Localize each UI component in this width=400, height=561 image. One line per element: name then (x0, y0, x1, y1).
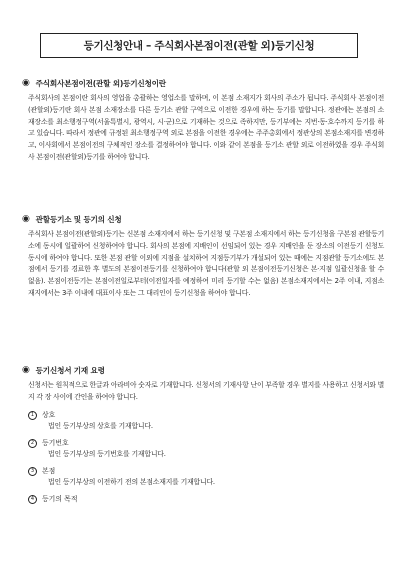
number-badge: 4 (28, 495, 37, 504)
section-paragraph: 주식회사의 본점이란 회사의 영업을 총괄하는 영업소를 말하며, 이 본점 소재지가 회사의 주소가 됩니다. 주식회사 본점이전(관할외)등기란 회사 본점 소재장소를 다른 등기소 관할 구역으로 이전한 경우에 하는 등기를 말합니다. 정관에는 본점의 소재장소를 최소행정구역(서울특별시, 광역시, 시·군)으로 기재하는 것으로 족하지만, 등기부에는 지번·동·호수까지 등기를 하고 있습니다. 따라서 정관에 규정된 최소행정구역 외로 본점을 이전한 경우에는 주주총회에서 정관상의 본점소재지를 변경하고, 이사회에서 본점이전의 구체적인 장소를 결정하여야 합니다. 이와 같이 본점을 등기소 관할 외로 이전하였을 경우 주식회사 본점이전(관할외)등기를 하여야 합니다. (28, 94, 384, 161)
item-label: 등기번호 (42, 438, 69, 447)
number-badge: 1 (28, 411, 37, 420)
section-heading-text: 관할등기소 및 등기의 신청 (35, 215, 122, 224)
section-definition (22, 78, 384, 164)
section-form-guide (22, 365, 384, 511)
number-badge: 3 (28, 467, 37, 476)
list-item (28, 410, 384, 432)
section-heading-text: 주식회사본점이전(관할 외)등기신청이란 (35, 79, 166, 88)
item-description: 법인 등기부상의 이전하기 전의 본점소재지를 기재합니다. (48, 477, 215, 486)
document-title: 등기신청안내 – 주식회사본점이전(관할 외)등기신청 (40, 33, 358, 58)
list-item (28, 494, 384, 505)
section-paragraph: 주식회사 본점이전(관할외)등기는 신본점 소재지에서 하는 등기신청 및 구본점 소재지에서 하는 등기신청을 구본점 관할등기소에 동시에 일괄하여 신청하여야 합니다. 회사의 본점에 지배인이 선임되어 있는 경우 지배인을 둔 장소의 이전등기 신청도 동시에 하여야 합니다. 또한 본점 관할 이외에 지점을 설치하여 지점등기부가 개설되어 있는 때에는 지점관할 등기소에도 본점에서 등기를 경료한 후 별도의 본점이전등기를 신청하여야 합니다(관할 외 본점이전등기신청은 본·지점 일괄신청을 할 수 없음). 본점이전등기는 본점이전일로부터(이전일자를 예정하여 미리 등기할 수는 없음) 본점소재지에서는 2주 이내, 지점소재지에서는 3주 이내에 대표이사 또는 그 대리인이 등기신청을 하여야 합니다. (28, 230, 384, 297)
section-heading (22, 365, 384, 376)
item-label: 등기의 목적 (42, 494, 78, 503)
bullet-icon: ◉ (22, 214, 30, 224)
item-description: 법인 등기부상의 상호를 기재합니다. (48, 421, 153, 430)
bullet-icon: ◉ (22, 78, 30, 88)
list-item (28, 466, 384, 488)
section-heading (22, 78, 384, 89)
section-heading (22, 214, 384, 225)
list-item (28, 438, 384, 460)
bullet-icon: ◉ (22, 365, 30, 375)
section-paragraph: 신청서는 원칙적으로 한글과 아라비아 숫자로 기재합니다. 신청서의 기재사항 난이 부족할 경우 별지를 사용하고 신청서와 별지 각 장 사이에 간인을 하여야 합니다. (28, 381, 384, 401)
item-label: 상호 (42, 410, 56, 419)
section-registry-office (22, 214, 384, 300)
item-description: 법인 등기부상의 등기번호를 기재합니다. (48, 449, 166, 458)
section-heading-text: 등기신청서 기재 요령 (35, 366, 105, 375)
item-label: 본점 (42, 466, 56, 475)
number-badge: 2 (28, 439, 37, 448)
